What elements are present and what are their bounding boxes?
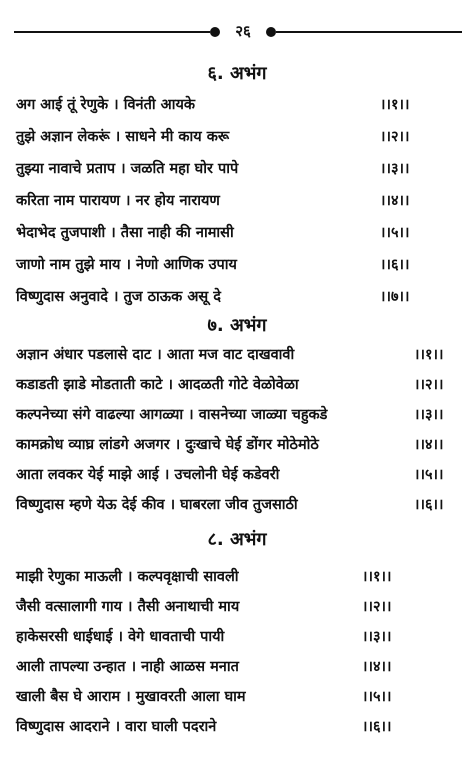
verse-number: ।।५।। [380,225,410,241]
verse-text: जाणो नाम तुझे माय । नेणो आणिक उपाय [16,257,237,273]
verse-number: ।।३।। [380,161,410,177]
verse-text: खाली बैस घे आराम । मुखावरती आला घाम [16,689,246,705]
verse-6-6 [16,252,466,278]
verse-number: ।।५।। [362,689,392,705]
section-title-7: ७. अभंग [207,315,267,336]
header-rule-left [14,31,210,33]
verse-8-1 [16,564,466,590]
verse-8-4 [16,654,466,680]
page-number: २६ [235,22,251,40]
verse-text: आली तापल्या उन्हात । नाही आळस मनात [16,659,239,675]
verse-text: अज्ञान अंधार पडलासे दाट । आता मज वाट दाखवावी [16,347,295,363]
verse-text: कडाडती झाडे मोडताती काटे । आदळती गोटे वेळोवेळा [16,377,299,393]
verse-7-5 [16,462,466,488]
verse-8-3 [16,624,466,650]
verse-number: ।।३।। [362,629,392,645]
verse-number: ।।३।। [414,407,444,423]
verse-7-2 [16,372,466,398]
verse-7-3 [16,402,466,428]
verse-6-3 [16,156,466,182]
section-title-8: ८. अभंग [207,529,267,550]
verse-number: ।।६।। [380,257,410,273]
verse-number: ।।२।। [362,599,392,615]
verse-6-2 [16,124,466,150]
verse-number: ।।४।। [362,659,392,675]
verse-number: ।।४।। [380,193,410,209]
verse-7-6 [16,492,466,518]
header-dot-right-icon [266,27,276,37]
verse-8-6 [16,714,466,740]
verse-text: तुझे अज्ञान लेकरूं । साधने मी काय करू [16,129,230,145]
verse-number: ।।२।। [414,377,444,393]
verse-8-2 [16,594,466,620]
verse-number: ।।७।। [380,289,410,305]
header-rule-right [276,31,462,33]
verse-number: ।।१।। [414,347,444,363]
verse-text: करिता नाम पारायण । नर होय नारायण [16,193,220,209]
verse-text: आता लवकर येई माझे आई । उचलोनी घेई कडेवरी [16,467,280,483]
verse-6-5 [16,220,466,246]
verse-6-1 [16,92,466,118]
verse-number: ।।६।। [414,497,444,513]
verse-text: विष्णुदास आदराने । वारा घाली पदराने [16,719,217,735]
verse-text: विष्णुदास अनुवादे । तुज ठाऊक असू दे [16,289,221,305]
verse-6-7 [16,284,466,310]
verse-text: अग आई तूं रेणुके । विनंती आयके [16,97,196,113]
verse-7-1 [16,342,466,368]
verse-text: हाकेसरसी धाईधाई । वेगे धावताची पायी [16,629,225,645]
verse-text: कल्पनेच्या संगे वाढल्या आगळ्या । वासनेच्या जाळ्या चहुकडे [16,407,328,423]
verse-text: माझी रेणुका माऊली । कल्पवृक्षाची सावली [16,569,239,585]
verse-7-4 [16,432,466,458]
verse-number: ।।६।। [362,719,392,735]
verse-number: ।।५।। [414,467,444,483]
verse-6-4 [16,188,466,214]
verse-number: ।।१।। [362,569,392,585]
page-header [14,22,462,42]
verse-text: तुझ्या नावाचे प्रताप । जळति महा घोर पापे [16,161,239,177]
verse-number: ।।२।। [380,129,410,145]
verse-text: कामक्रोध व्याघ्र लांडगे अजगर । दुःखाचे घेई डोंगर मोठेमोठे [16,437,319,453]
verse-number: ।।४।। [414,437,444,453]
verse-text: भेदाभेद तुजपाशी । तैसा नाही की नामासी [16,225,234,241]
verse-text: विष्णुदास म्हणे येऊ देई कीव । घाबरला जीव तुजसाठी [16,497,298,513]
header-dot-left-icon [210,27,220,37]
verse-8-5 [16,684,466,710]
verse-text: जैसी वत्सालागी गाय । तैसी अनाथाची माय [16,599,240,615]
verse-number: ।।१।। [380,97,410,113]
section-title-6: ६. अभंग [207,63,267,84]
